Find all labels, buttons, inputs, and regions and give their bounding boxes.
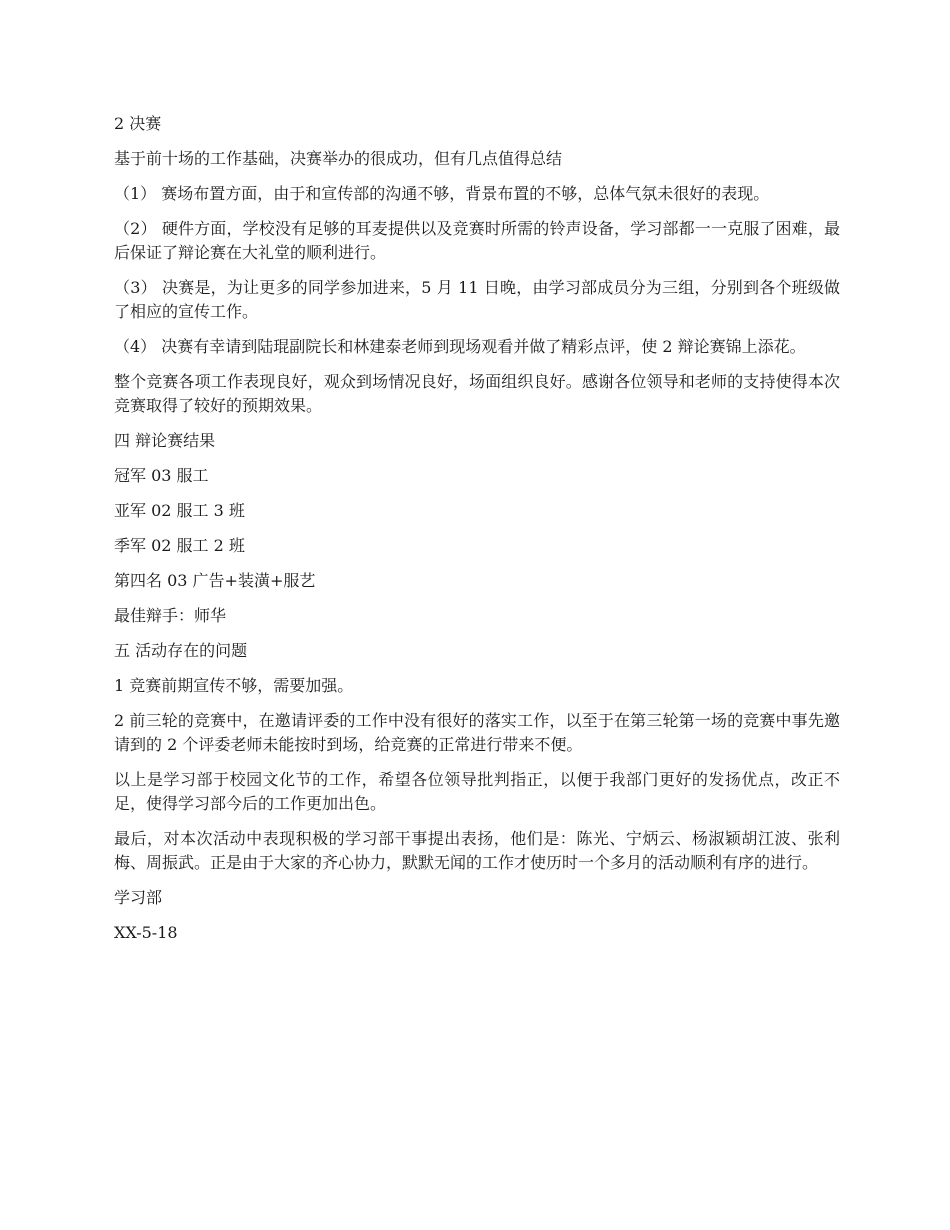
result-best-debater: 最佳辩手：师华 [114,606,227,625]
final-point-1: （1） 赛场布置方面，由于和宣传部的沟通不够，背景布置的不够，总体气氛未很好的表现。 [114,184,770,203]
section-heading-final: 2 决赛 [114,114,162,133]
final-point-2: （2） 硬件方面，学校没有足够的耳麦提供以及竞赛时所需的铃声设备，学习部都一一克服了困难，最后保证了辩论赛在大礼堂的顺利进行。 [114,219,840,262]
result-third-place: 季军 02 服工 2 班 [114,536,245,555]
signature-date: XX-5-18 [114,923,178,942]
acknowledgement-paragraph: 最后，对本次活动中表现积极的学习部干事提出表扬，他们是：陈光、宁炳云、杨淑颖胡江波、张利梅、周振武。正是由于大家的齐心协力，默默无闻的工作才使历时一个多月的活动顺利有序的进行。 [114,829,840,872]
problem-1: 1 竞赛前期宣传不够，需要加强。 [114,676,354,695]
result-runner-up: 亚军 02 服工 3 班 [114,501,245,520]
signature-department: 学习部 [114,888,163,907]
result-fourth-place: 第四名 03 广告+装潢+服艺 [114,571,316,590]
section-heading-results: 四 辩论赛结果 [114,431,216,450]
final-intro-paragraph: 基于前十场的工作基础，决赛举办的很成功，但有几点值得总结 [114,149,563,168]
final-point-4: （4） 决赛有幸请到陆琨副院长和林建泰老师到现场观看并做了精彩点评，使 2 辩论赛锦上添花。 [114,337,806,356]
result-champion: 冠军 03 服工 [114,466,209,485]
closing-paragraph: 以上是学习部于校园文化节的工作，希望各位领导批判指正，以便于我部门更好的发扬优点，改正不足，使得学习部今后的工作更加出色。 [114,770,840,813]
summary-paragraph: 整个竞赛各项工作表现良好，观众到场情况良好，场面组织良好。感谢各位领导和老师的支持使得本次竞赛取得了较好的预期效果。 [114,372,840,415]
document-page [114,112,840,956]
section-heading-problems: 五 活动存在的问题 [114,641,248,660]
problem-2: 2 前三轮的竞赛中，在邀请评委的工作中没有很好的落实工作，以至于在第三轮第一场的竞赛中事先邀请到的 2 个评委老师未能按时到场，给竞赛的正常进行带来不便。 [114,711,840,754]
final-point-3: （3） 决赛是，为让更多的同学参加进来，5 月 11 日晚，由学习部成员分为三组，分别到各个班级做了相应的宣传工作。 [114,278,840,321]
